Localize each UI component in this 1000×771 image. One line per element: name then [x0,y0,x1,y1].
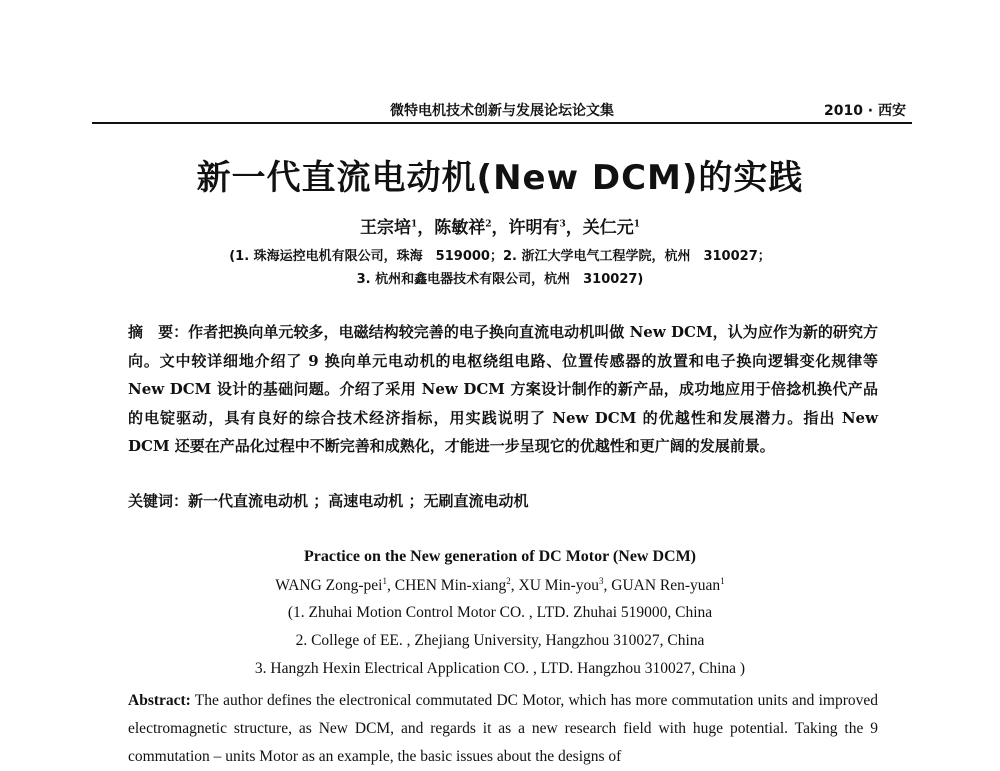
author-separator: , [386,577,395,595]
running-header [92,96,912,124]
affiliation-mark: 1 [633,219,641,230]
affiliation-mark: 3 [599,576,604,586]
cn-affiliation-line: (1. 珠海运控电机有限公司，珠海 519000；2. 浙江大学电气工程学院，杭州 310027； [229,249,771,264]
cn-abstract-label: 摘 要： [128,323,189,341]
affiliation-mark: 2 [485,219,492,230]
en-abstract-text: The author defines the electronical commutated DC Motor, which has more commutation units and improved electromagnetic structure, as New DCM, and regards it as a new research field with huge potential. Taking the 9 commutation – units Motor as an example, the basic issues about the designs of [128,692,878,765]
affiliation-mark: 3 [559,219,566,230]
author-separator: , [510,577,519,595]
cn-abstract [128,318,878,461]
author-separator: ， [417,218,435,238]
en-abstract [128,687,878,771]
en-affiliation-line: 3. Hangzh Hexin Electrical Application CO. , LTD. Hangzhou 310027, China ) [254,660,746,677]
paper-title: 新一代直流电动机(New DCM)的实践 [196,158,804,198]
en-author-name: CHEN Min-xiang [394,577,507,595]
en-abstract-label: Abstract: [128,692,191,709]
cn-author-name: 许明有 [508,218,560,238]
cn-author-name: 王宗培 [359,218,411,238]
cn-author-name: 陈敏祥 [434,218,486,238]
cn-keywords [128,490,878,511]
journal-name: 微特电机技术创新与发展论坛论文集 [390,103,614,119]
en-affiliation-line: (1. Zhuhai Motion Control Motor CO. , LTD. Zhuhai 519000, China [287,604,713,621]
affiliation-mark: 1 [382,576,387,586]
affiliation-mark: 1 [720,576,725,586]
cn-keywords-label: 关键词： [128,492,189,510]
en-affiliation-line: 2. College of EE. , Zhejiang University, Hangzhou 310027, China [295,632,705,649]
en-author-list [0,576,1000,595]
en-author-name: XU Min-you [518,577,600,595]
en-author-name: GUAN Ren-yuan [611,577,721,595]
affiliation-mark: 1 [410,219,418,230]
cn-author-list [0,213,1000,238]
cn-abstract-text: 作者把换向单元较多，电磁结构较完善的电子换向直流电动机叫做 New DCM，认为应作为新的研究方向。文中较详细地介绍了 9 换向单元电动机的电枢绕组电路、位置传感器的放置和电子换向逻辑变化规律等 New DCM 设计的基础问题。介绍了采用 New DCM 方案设计制作的新产品，成功地应用于倍捻机换代产品的电锭驱动，具有良好的综合技术经济指标，用实践说明了 New DCM 的优越性和发展潜力。指出 New DCM 还要在产品化过程中不断完善和成熟化，才能进一步呈现它的优越性和更广阔的发展前景。 [128,323,878,455]
cn-affiliation-line: 3. 杭州和鑫电器技术有限公司，杭州 310027) [356,272,644,287]
conference-edition: 2010 · 西安 [823,103,906,119]
author-separator: ， [491,218,509,238]
english-title: Practice on the New generation of DC Motor (New DCM) [303,548,697,565]
author-separator: , [603,577,612,595]
author-separator: ， [565,218,583,238]
cn-keywords-text: 新一代直流电动机 ；高速电动机 ；无刷直流电动机 [188,492,529,510]
cn-author-name: 关仁元 [582,218,634,238]
en-author-name: WANG Zong-pei [275,577,383,595]
affiliation-mark: 2 [506,576,511,586]
